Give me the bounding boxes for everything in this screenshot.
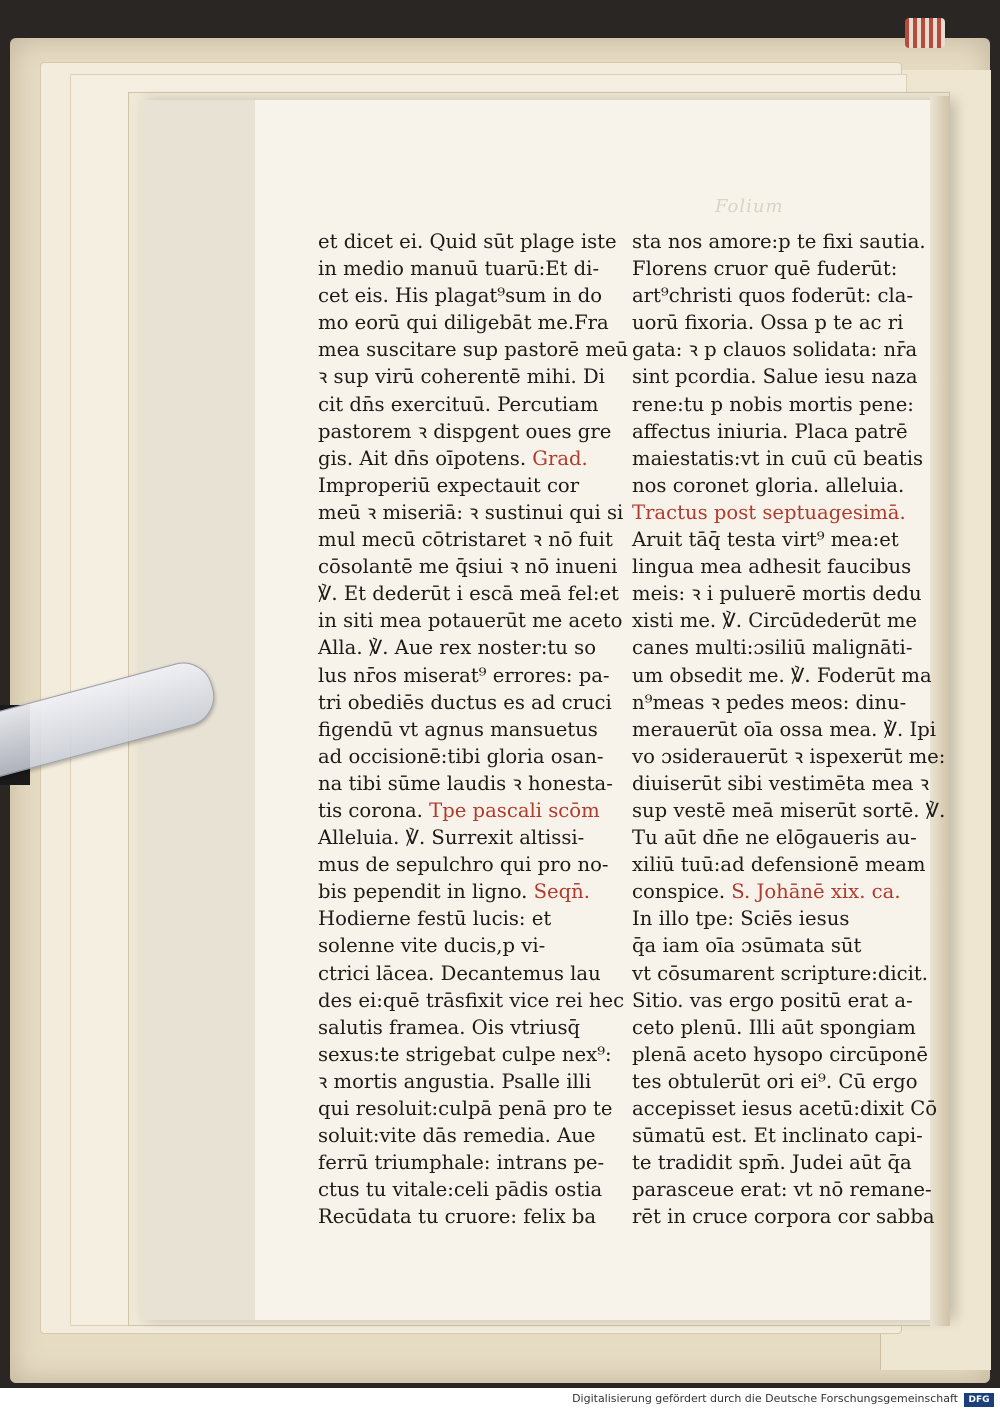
line-text: ctrici lācea. Decantemus lau (318, 961, 601, 985)
line-text: cōsolantē me q̄siui ꝛ nō inueni (318, 555, 618, 579)
text-line (632, 689, 932, 716)
text-line (632, 228, 932, 255)
text-line (318, 499, 624, 526)
text-line (632, 1149, 932, 1176)
text-line (632, 1122, 932, 1149)
line-text: ferrū triumphale: intrans pe- (318, 1151, 605, 1175)
line-text: affectus iniuria. Placa patrē (632, 419, 908, 443)
text-line (632, 851, 932, 878)
text-line (632, 634, 932, 661)
text-line (318, 634, 618, 661)
line-text: sup vestē meā miserūt sortē. ℣. (632, 798, 946, 822)
text-line (318, 716, 618, 743)
text-line (318, 987, 625, 1014)
footer-bar (0, 1390, 1000, 1410)
line-text: accepisset iesus acetū:dixit Cō (632, 1097, 938, 1120)
line-text: q̄a iam oīa ɔsūmata sūt (632, 934, 862, 958)
text-line (318, 662, 618, 689)
text-line (318, 689, 618, 716)
line-text: plenā aceto hysopo circūponē (632, 1042, 928, 1066)
line-text: ꝛ mortis angustia. Psalle illi (318, 1069, 592, 1093)
text-line (318, 824, 618, 851)
line-text: tri obediēs ductus es ad cruci (318, 690, 612, 714)
text-line (318, 1203, 618, 1230)
text-line (632, 1095, 938, 1122)
line-text: Hodierne festū lucis: et (318, 907, 552, 931)
text-line (632, 336, 932, 363)
line-text: ꝛ sup virū coherentē mihi. Di (318, 365, 605, 389)
line-text: cet eis. His plagat⁹sum in do (318, 284, 603, 308)
line-text: Alleluia. ℣. Surrexit altissi- (318, 826, 585, 850)
line-text: in medio manuū tuarū:Et di- (318, 257, 600, 281)
line-text: figendū vt agnus mansuetus (318, 717, 598, 741)
line-text: gis. Ait dn̄s oīpotens. (318, 446, 533, 470)
text-line (318, 1068, 618, 1095)
text-line (632, 309, 932, 336)
text-line (318, 228, 618, 255)
bookmark-ribbon (905, 18, 945, 48)
line-text: sta nos amore:p te fixi sautia. (632, 230, 926, 253)
line-text: mus de sepulchro qui pro no- (318, 853, 609, 877)
text-line (632, 743, 946, 770)
line-text: diuiserūt sibi vestimēta mea ꝛ (632, 771, 929, 795)
line-text: Improperiū expectauit cor (318, 473, 580, 497)
line-text: meis: ꝛ i puluerē mortis dedu (632, 582, 922, 606)
text-line (318, 607, 623, 634)
line-text: vo ɔsiderauerūt ꝛ ispexerūt me: (632, 744, 946, 768)
text-line (318, 391, 618, 418)
text-line (318, 932, 618, 959)
text-line (318, 797, 618, 824)
rubric-text: Tpe pascali scōm (429, 798, 600, 822)
text-line (318, 418, 618, 445)
text-line (632, 1041, 932, 1068)
line-text: Sitio. vas ergo positū erat a- (632, 988, 913, 1012)
rubric-text: Grad. (532, 446, 588, 470)
line-text: in siti mea potauerūt me aceto (318, 609, 623, 633)
line-text: tes obtulerūt ori ei⁹. Cū ergo (632, 1069, 918, 1093)
text-line (318, 1149, 618, 1176)
text-line (318, 309, 618, 336)
text-line (318, 851, 618, 878)
line-text: In illo tpe: Sciēs iesus (632, 907, 850, 931)
text-line (632, 282, 932, 309)
line-text: ctus tu vitale:celi pādis ostia (318, 1178, 603, 1202)
text-line (318, 472, 618, 499)
text-line (318, 1122, 618, 1149)
text-line (318, 960, 618, 987)
line-text: parasceue erat: vt nō remane- (632, 1178, 932, 1202)
text-line (632, 1203, 935, 1230)
funding-credit: Digitalisierung gefördert durch die Deutsche Forschungsgemeinschaft (572, 1392, 958, 1405)
rubric-text: S. Johānē xix. ca. (731, 880, 901, 904)
text-line (318, 553, 618, 580)
line-text: te tradidit spm̄. Judei aūt q̄a (632, 1151, 912, 1175)
line-text: ad occisionē:tibi gloria osan- (318, 744, 604, 768)
line-text: mul mecū cōtristaret ꝛ nō fuit (318, 528, 613, 552)
text-line (318, 336, 629, 363)
text-line (632, 797, 946, 824)
text-line (632, 932, 932, 959)
line-text: xisti me. ℣. Circūdederūt me (632, 609, 917, 633)
text-line (632, 1068, 932, 1095)
text-line (632, 770, 932, 797)
dfg-logo: DFG (964, 1393, 994, 1407)
line-text: vt cōsumarent scripture:dicit. (632, 961, 928, 985)
line-text: conspice. (632, 880, 732, 904)
line-text: maiestatis:vt in cuū cū beatis (632, 446, 924, 470)
line-text: art⁹christi quos foderūt: cla- (632, 284, 914, 308)
page-curl (930, 96, 950, 1326)
text-line (318, 1014, 618, 1041)
line-text: sexus:te strigebat culpe nex⁹: (318, 1042, 612, 1066)
line-text: Aruit tāq̄ testa virt⁹ mea:et (632, 528, 899, 552)
line-text: Alla. ℣. Aue rex noster:tu so (318, 636, 596, 660)
line-text: soluit:vite dās remedia. Aue (318, 1124, 596, 1148)
line-text: pastorem ꝛ dispgent oues gre (318, 419, 612, 443)
line-text: qui resoluit:culpā penā pro te (318, 1097, 613, 1120)
text-line (632, 716, 937, 743)
text-line (318, 1041, 618, 1068)
line-text: canes multi:ɔsiliū malignāti- (632, 636, 913, 660)
line-text: Tu aūt dn̄e ne elōgaueris au- (632, 826, 917, 850)
text-line (632, 662, 932, 689)
text-line (318, 255, 618, 282)
line-text: et dicet ei. Quid sūt plage iste (318, 230, 617, 253)
line-text: Recūdata tu cruore: felix ba (318, 1205, 597, 1229)
line-text: lingua mea adhesit faucibus (632, 555, 912, 579)
line-text: gata: ꝛ p clauos solidata: nr̄a (632, 338, 918, 362)
text-line (632, 1176, 932, 1203)
text-line (318, 1095, 618, 1122)
line-text: rene:tu p nobis mortis pene: (632, 392, 914, 416)
text-line (318, 905, 618, 932)
text-line (318, 1176, 618, 1203)
line-text: salutis framea. Ois vtriusq̄ (318, 1015, 581, 1039)
line-text: xiliū tuū:ad defensionē meam (632, 853, 926, 877)
line-text: merauerūt oīa ossa mea. ℣. Ipi (632, 717, 937, 741)
line-text: solenne vite ducis,p vi- (318, 934, 546, 958)
text-line (632, 391, 932, 418)
line-text: na tibi sūme laudis ꝛ honesta- (318, 771, 613, 795)
line-text: des ei:quē trāsfixit vice rei hec (318, 988, 625, 1012)
text-line (318, 743, 618, 770)
text-line (632, 363, 932, 390)
text-line (632, 960, 932, 987)
text-line (318, 445, 618, 472)
text-line (318, 770, 618, 797)
text-line (632, 418, 932, 445)
line-text: ceto plenū. Illi aūt spongiam (632, 1015, 916, 1039)
rubric-text: Tractus post septuagesimā. (632, 500, 906, 524)
text-line (632, 445, 932, 472)
running-head: Folium (715, 196, 784, 217)
line-text: lus nr̄os miserat⁹ errores: pa- (318, 663, 610, 687)
text-line (318, 526, 618, 553)
text-line (632, 553, 932, 580)
line-text: uorū fixoria. Ossa p te ac ri (632, 311, 904, 335)
line-text: n⁹meas ꝛ pedes meos: dinu- (632, 690, 907, 714)
text-line (632, 580, 932, 607)
line-text: ℣. Et dederūt i escā meā fel:et (318, 582, 619, 606)
text-line (318, 878, 618, 905)
text-line (632, 526, 932, 553)
text-line (632, 499, 932, 526)
text-line (632, 987, 932, 1014)
text-line (318, 363, 618, 390)
text-line (632, 472, 932, 499)
line-text: nos coronet gloria. alleluia. (632, 473, 905, 497)
line-text: um obsedit me. ℣. Foderūt ma (632, 663, 932, 687)
text-column-right (632, 228, 946, 1230)
line-text: rēt in cruce corpora cor sabba (632, 1205, 935, 1229)
text-line (318, 580, 618, 607)
line-text: bis pependit in ligno. (318, 880, 534, 904)
text-line (632, 255, 932, 282)
text-line (632, 878, 932, 905)
text-line (632, 1014, 932, 1041)
line-text: sint pcordia. Salue iesu naza (632, 365, 918, 389)
line-text: mo eorū qui diligebāt me.Fra (318, 311, 609, 335)
line-text: sūmatū est. Et inclinato capi- (632, 1124, 923, 1148)
line-text: tis corona. (318, 798, 430, 822)
rubric-text: Seqn̄. (533, 880, 591, 904)
line-text: meū ꝛ miseriā: ꝛ sustinui qui si (318, 500, 624, 524)
line-text: cit dn̄s exercituū. Percutiam (318, 392, 599, 416)
text-line (632, 824, 932, 851)
text-line (632, 905, 932, 932)
text-line (632, 607, 932, 634)
text-column-left (318, 228, 629, 1230)
line-text: mea suscitare sup pastorē meū (318, 338, 629, 362)
text-line (318, 282, 618, 309)
line-text: Florens cruor quē fuderūt: (632, 257, 898, 281)
